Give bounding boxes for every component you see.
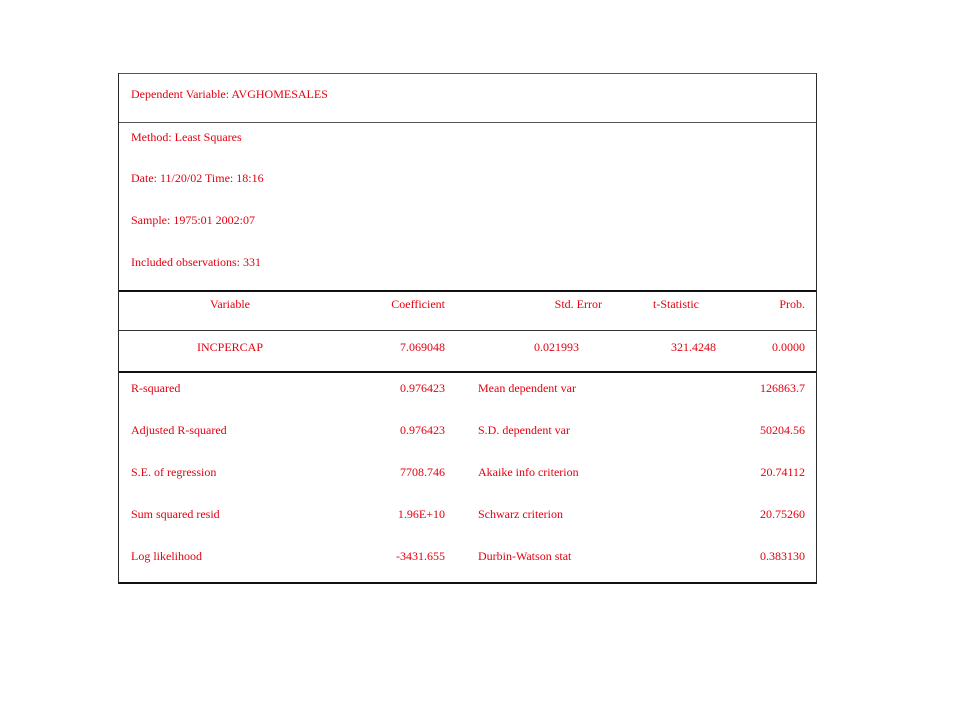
stat-value-sd-dependent-var: 50204.56: [760, 423, 805, 437]
dependent-variable-label: Dependent Variable: AVGHOMESALES: [131, 87, 328, 101]
stat-label-schwarz: Schwarz criterion: [478, 507, 563, 521]
coefficient-bottom-rule: [119, 371, 816, 373]
stat-label-akaike: Akaike info criterion: [478, 465, 579, 479]
stat-label-mean-dependent-var: Mean dependent var: [478, 381, 576, 395]
stat-label-sum-squared-resid: Sum squared resid: [131, 507, 220, 521]
stat-value-schwarz: 20.75260: [760, 507, 805, 521]
stat-value-log-likelihood: -3431.655: [396, 549, 445, 563]
stat-label-r-squared: R-squared: [131, 381, 181, 395]
stat-label-sd-dependent-var: S.D. dependent var: [478, 423, 570, 437]
coef-prob: 0.0000: [772, 340, 805, 354]
coef-value: 7.069048: [400, 340, 445, 354]
sample-label: Sample: 1975:01 2002:07: [131, 213, 255, 227]
coef-t-statistic: 321.4248: [671, 340, 716, 354]
coef-variable-name: INCPERCAP: [196, 340, 264, 354]
method-label: Method: Least Squares: [131, 130, 242, 144]
stat-value-akaike: 20.74112: [760, 465, 805, 479]
variable-header-bottom-rule: [119, 330, 816, 331]
stat-value-adjusted-r-squared: 0.976423: [400, 423, 445, 437]
stat-value-se-regression: 7708.746: [400, 465, 445, 479]
stat-label-log-likelihood: Log likelihood: [131, 549, 202, 563]
stat-value-sum-squared-resid: 1.96E+10: [397, 507, 445, 521]
column-header-variable: Variable: [210, 297, 250, 311]
stat-label-durbin-watson: Durbin-Watson stat: [478, 549, 572, 563]
dependent-variable-rule: [119, 122, 816, 123]
column-header-t-statistic: t-Statistic: [653, 297, 699, 311]
table-top-rule: [119, 73, 816, 74]
variable-header-top-rule: [119, 290, 816, 292]
stat-value-durbin-watson: 0.383130: [760, 549, 805, 563]
date-time-label: Date: 11/20/02 Time: 18:16: [131, 171, 264, 185]
stat-value-mean-dependent-var: 126863.7: [760, 381, 805, 395]
stat-value-r-squared: 0.976423: [400, 381, 445, 395]
stat-label-se-regression: S.E. of regression: [131, 465, 217, 479]
regression-output-table: [118, 73, 817, 584]
column-header-std-error: Std. Error: [554, 297, 602, 311]
column-header-prob: Prob.: [779, 297, 805, 311]
stat-label-adjusted-r-squared: Adjusted R-squared: [131, 423, 227, 437]
column-header-coefficient: Coefficient: [391, 297, 445, 311]
observations-label: Included observations: 331: [131, 255, 261, 269]
coef-std-error: 0.021993: [534, 340, 579, 354]
